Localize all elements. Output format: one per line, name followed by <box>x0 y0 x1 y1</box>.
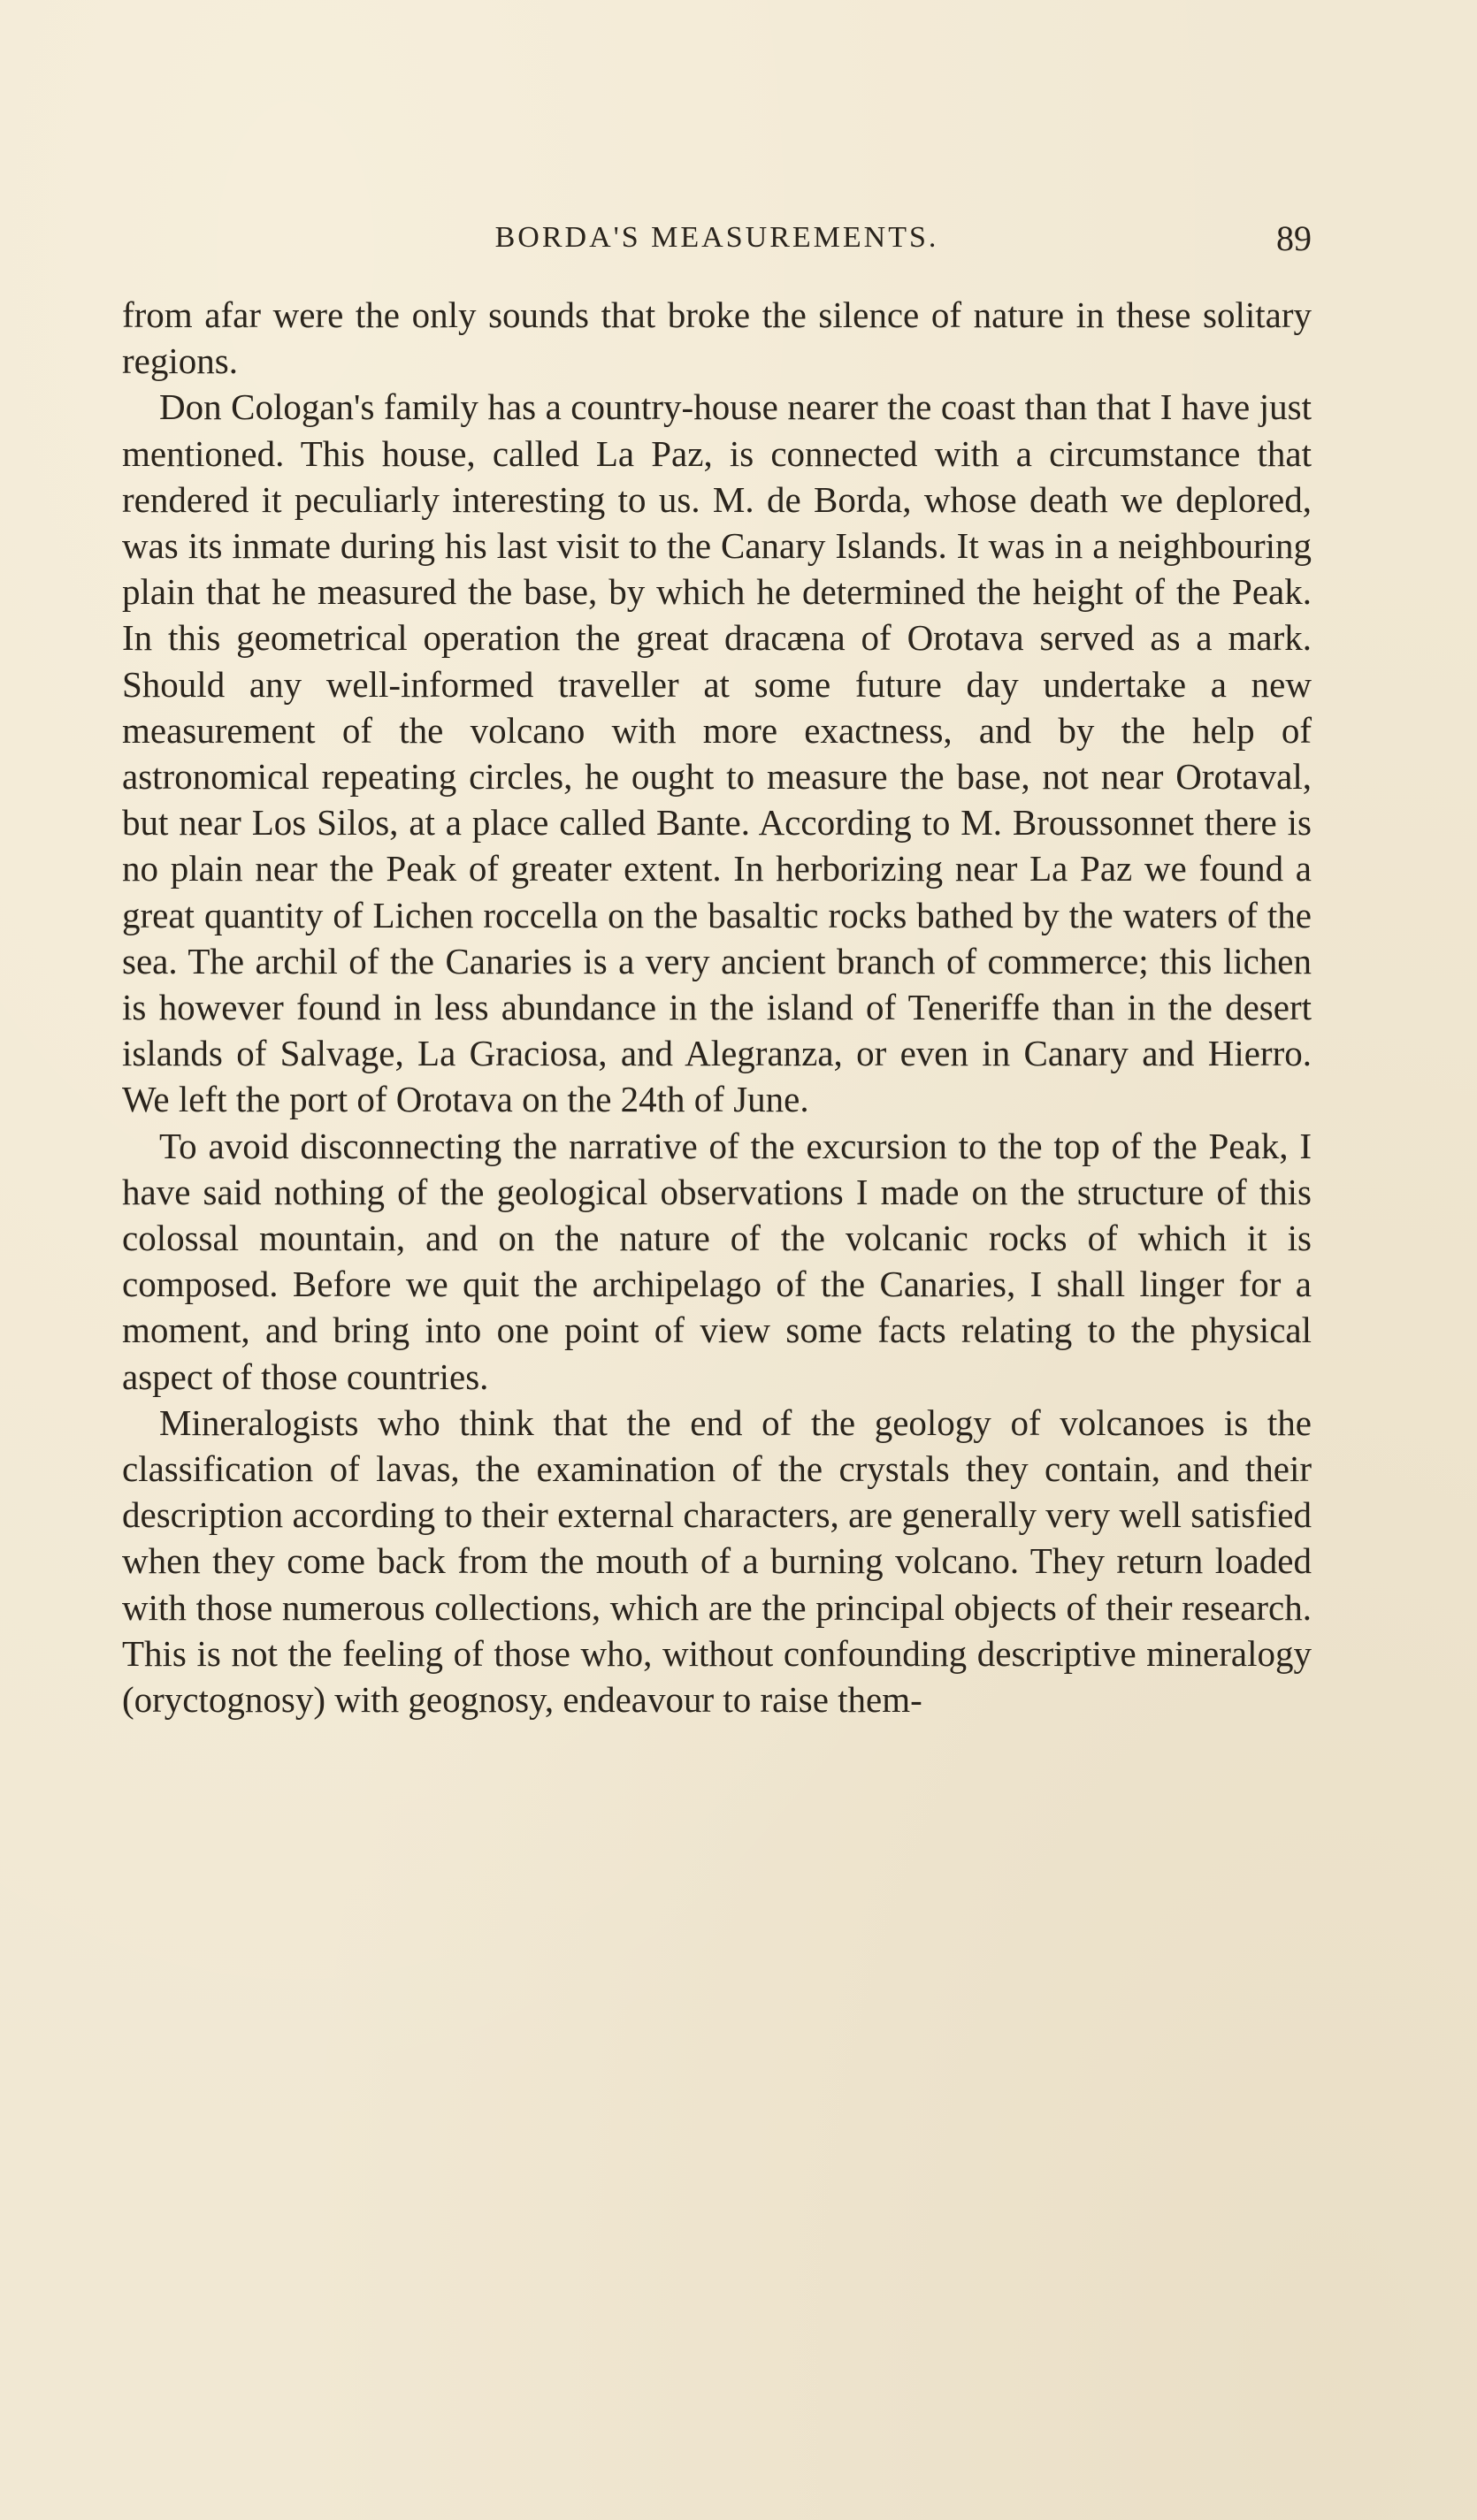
paragraph: from afar were the only sounds that broke the silence of nature in these solitary regions. <box>122 294 1312 382</box>
paragraph: Mineralogists who think that the end of the geology of volcanoes is the classification of lavas, the examination of the crystals they contain, and their description according to their external characters, are generally very well satisfied when they come back from the mouth of a burning volcano. They return loaded with those numerous collections, which are the principal objects of their research. This is not the feeling of those who, without confounding descriptive mineralogy (oryctognosy) with geognosy, endeavour to raise them- <box>122 1401 1312 1721</box>
running-head: BORDA'S MEASUREMENTS. <box>494 221 939 254</box>
body-text <box>122 292 1312 1722</box>
paragraph: To avoid disconnecting the narrative of the excursion to the top of the Peak, I have said nothing of the geological observations I made on the structure of this colossal mountain, and on the nature of the volcanic rocks of which it is composed. Before we quit the archipelago of the Canaries, I shall linger for a moment, and bring into one point of view some facts relating to the physical aspect of those countries. <box>122 1125 1312 1397</box>
page-header <box>122 218 1312 271</box>
page-number: 89 <box>1276 218 1312 258</box>
paragraph: Don Cologan's family has a country-house nearer the coast than that I have just mentioned. This house, called La Paz, is connected with a circumstance that rendered it peculiarly interesting to us. M. de Borda, whose death we deplored, was its inmate during his last visit to the Canary Islands. It was in a neighbouring plain that he measured the base, by which he determined the height of the Peak. In this geometrical operation the great dracæna of Orotava served as a mark. Should any well-informed traveller at some future day undertake a new measurement of the volcano with more exactness, and by the help of astronomical repeating circles, he ought to measure the base, not near Orotaval, but near Los Silos, at a place called Bante. According to M. Broussonnet there is no plain near the Peak of greater extent. In herborizing near La Paz we found a great quantity of Lichen roccella on the basaltic rocks bathed by the waters of the sea. The archil of the Canaries is a very ancient branch of commerce; this lichen is however found in less abundance in the island of Teneriffe than in the desert islands of Salvage, La Graciosa, and Alegranza, or even in Canary and Hierro. We left the port of Orotava on the 24th of June. <box>122 386 1312 1120</box>
